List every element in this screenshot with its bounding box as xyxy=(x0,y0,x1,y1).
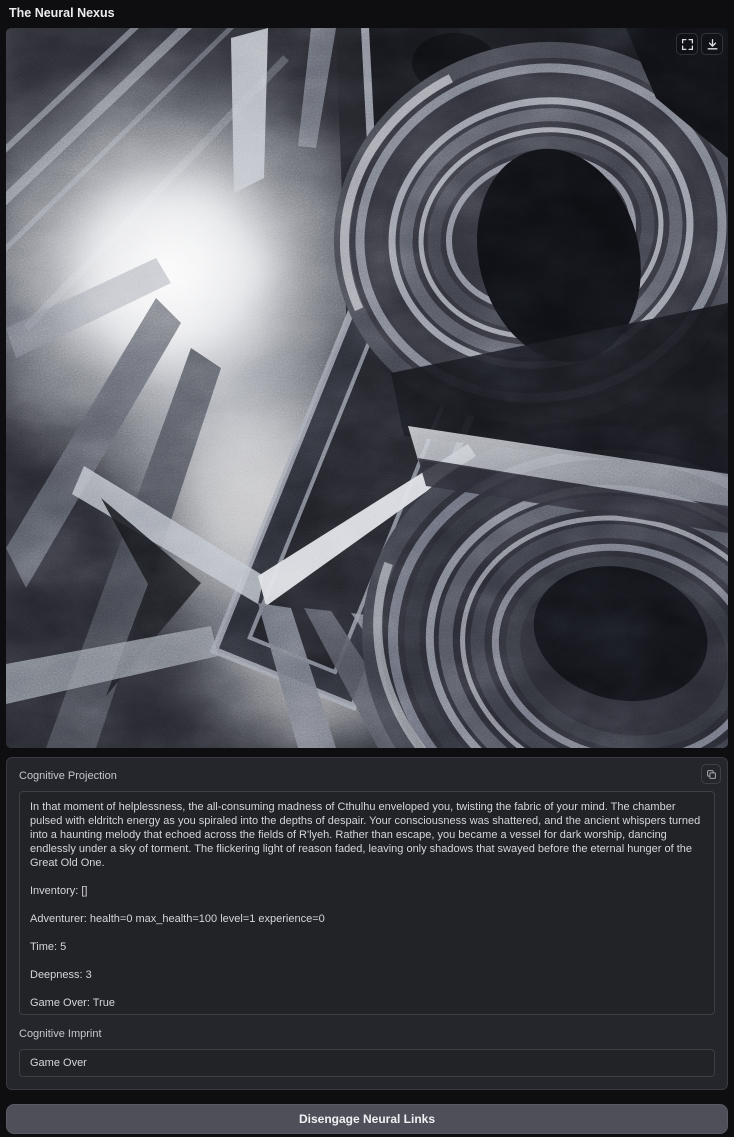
download-icon xyxy=(706,38,719,51)
page-title: The Neural Nexus xyxy=(9,6,115,20)
disengage-button[interactable]: Disengage Neural Links xyxy=(6,1104,728,1134)
fullscreen-icon xyxy=(681,38,694,51)
projection-textarea[interactable] xyxy=(19,791,715,1015)
copy-icon xyxy=(706,769,717,780)
scene-artwork xyxy=(6,28,728,748)
imprint-input[interactable] xyxy=(19,1049,715,1077)
game-form-panel xyxy=(6,757,728,1090)
fullscreen-button[interactable] xyxy=(676,33,698,55)
download-button[interactable] xyxy=(701,33,723,55)
imprint-label: Cognitive Imprint xyxy=(19,1028,102,1040)
image-toolbar xyxy=(676,33,723,55)
copy-button[interactable] xyxy=(701,764,721,784)
scene-image[interactable] xyxy=(6,28,728,748)
projection-label: Cognitive Projection xyxy=(19,770,117,782)
